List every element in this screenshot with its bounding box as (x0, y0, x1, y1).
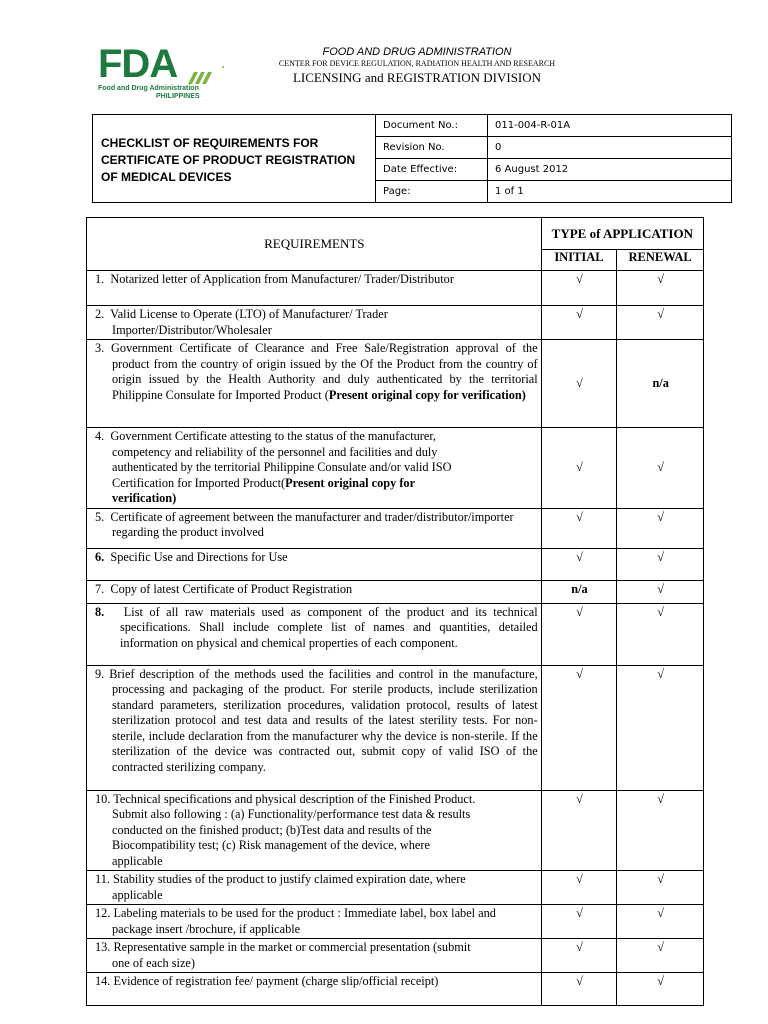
table-header-row (87, 218, 704, 250)
requirement-cell (87, 340, 542, 428)
renewal-mark: √ (617, 508, 704, 548)
initial-mark: √ (541, 939, 617, 973)
meta-label: Page: (376, 181, 488, 203)
table-row (87, 340, 704, 428)
renewal-mark: √ (617, 271, 704, 306)
document-meta-table (375, 115, 732, 202)
renewal-mark: n/a (617, 340, 704, 428)
initial-mark: √ (541, 973, 617, 1006)
center-name: CENTER FOR DEVICE REGULATION, RADIATION HEALTH AND RESEARCH (278, 59, 556, 68)
requirements-table (86, 217, 704, 1006)
requirement-text: Technical specifications and physical description of the Finished Product. Submit also following : (a) Functionality/performance test data & results conducted on the finished product; (b)Test data and results of the Biocompatibility test; (c) Risk management of the device, where applicable (112, 791, 476, 868)
requirement-number: 11. (95, 872, 110, 886)
initial-mark: √ (541, 905, 617, 939)
division-name: LICENSING and REGISTRATION DIVISION (292, 70, 542, 85)
table-row (87, 973, 704, 1006)
requirement-cell (87, 603, 542, 665)
requirement-cell (87, 508, 542, 548)
meta-value: 0 (488, 137, 733, 159)
requirement-number: 12. (95, 906, 111, 920)
requirement-text: Labeling materials to be used for the product : Immediate label, box label and package insert /brochure, if applicable (112, 906, 496, 936)
table-row (87, 603, 704, 665)
requirement-cell (87, 271, 542, 306)
requirement-number: 14. (95, 974, 111, 988)
requirement-text: Specific Use and Directions for Use (110, 549, 288, 564)
table-row (87, 665, 704, 790)
table-row (87, 905, 704, 939)
table-row (87, 580, 704, 603)
requirement-number: 10. (95, 791, 111, 806)
table-row (87, 508, 704, 548)
meta-label: Date Effective: (376, 159, 488, 181)
requirement-cell (87, 306, 542, 340)
logo-stripes-icon (184, 66, 224, 86)
requirement-text: Government Certificate attesting to the status of the manufacturer, competency and reliability of the personnel and facilities and duly authenticated by the territorial Philippine Consulate and/or valid ISO Certification for Imported Product( (110, 429, 452, 490)
initial-mark: √ (541, 603, 617, 665)
logo-country: PHILIPPINES (156, 93, 200, 100)
meta-row (376, 159, 733, 181)
initial-header: INITIAL (541, 250, 617, 271)
renewal-header: RENEWAL (617, 250, 704, 271)
requirement-number: 7. (95, 581, 105, 596)
renewal-mark: √ (617, 973, 704, 1006)
initial-mark: n/a (541, 580, 617, 603)
table-row (87, 939, 704, 973)
requirement-cell (87, 790, 542, 871)
initial-mark: √ (541, 340, 617, 428)
initial-mark: √ (541, 665, 617, 790)
requirement-cell (87, 973, 542, 1006)
renewal-mark: √ (617, 306, 704, 340)
table-row (87, 548, 704, 580)
requirement-text: Stability studies of the product to justify claimed expiration date, where applicable (112, 872, 466, 902)
requirement-number: 6. (95, 549, 105, 564)
meta-value: 6 August 2012 (488, 159, 733, 181)
requirement-text: Brief description of the methods used the facilities and control in the manufacture, processing and packaging of the product. For sterile products, include sterilization standard parameters, sterilization procedures, validation protocol, results of latest sterilization protocol and test data and results of the latest sterility tests. For non-sterile, include declaration from the manufacturer why the device is non-sterile. If the sterilization of the device was contracted out, submit copy of valid ISO of the contracted sterilizing company. (109, 666, 538, 774)
fda-logo (98, 44, 226, 102)
requirement-cell (87, 580, 542, 603)
requirement-number: 9. (95, 666, 105, 681)
meta-label: Document No.: (376, 115, 488, 137)
initial-mark: √ (541, 306, 617, 340)
requirement-cell (87, 428, 542, 509)
meta-value: 011-004-R-01A (488, 115, 733, 137)
requirement-cell (87, 665, 542, 790)
renewal-mark: √ (617, 548, 704, 580)
renewal-mark: √ (617, 905, 704, 939)
initial-mark: √ (541, 428, 617, 509)
requirement-text: List of all raw materials used as component of the product and its technical specifications. Shall include complete list of names and quantities, detailed information on physical and chemical properties of each component. (120, 604, 538, 650)
requirement-bold-note: Present original copy for verification) (112, 475, 415, 505)
requirement-text: Valid License to Operate (LTO) of Manufacturer/ Trader Importer/Distributor/Wholesaler (110, 307, 388, 337)
initial-mark: √ (541, 871, 617, 905)
meta-row (376, 115, 733, 137)
renewal-mark: √ (617, 939, 704, 973)
requirement-number: 8. (95, 604, 105, 619)
requirement-number: 4. (95, 429, 105, 443)
requirement-cell (87, 548, 542, 580)
table-row (87, 306, 704, 340)
requirement-number: 3. (95, 341, 105, 355)
meta-label: Revision No. (376, 137, 488, 159)
table-row (87, 790, 704, 871)
renewal-mark: √ (617, 580, 704, 603)
fda-logo-text: FDA (98, 42, 178, 86)
renewal-mark: √ (617, 665, 704, 790)
renewal-mark: √ (617, 790, 704, 871)
meta-row (376, 137, 733, 159)
agency-name: FOOD AND DRUG ADMINISTRATION (322, 46, 512, 58)
requirement-text: Certificate of agreement between the manufacturer and trader/distributor/importer regarding the product involved (110, 509, 514, 539)
renewal-mark: √ (617, 428, 704, 509)
table-row (87, 871, 704, 905)
requirement-cell (87, 871, 542, 905)
requirement-text: Copy of latest Certificate of Product Registration (110, 581, 353, 596)
renewal-mark: √ (617, 871, 704, 905)
requirement-bold-note: Present original copy for verification) (328, 387, 526, 402)
meta-value: 1 of 1 (488, 181, 733, 203)
logo-subtitle: Food and Drug Administration (98, 85, 199, 92)
renewal-mark: √ (617, 603, 704, 665)
requirement-cell (87, 939, 542, 973)
requirement-text: Notarized letter of Application from Manufacturer/ Trader/Distributor (110, 272, 454, 286)
requirement-number: 5. (95, 509, 105, 524)
initial-mark: √ (541, 271, 617, 306)
requirements-header: REQUIREMENTS (87, 218, 542, 271)
initial-mark: √ (541, 508, 617, 548)
requirement-text: Government Certificate of Clearance and Free Sale/Registration approval of the product from the country of origin issued by the Of the Product from the country of origin issued by the Health Authority and duly authenticated by the territorial Philippine Consulate for Imported Product ( (111, 341, 538, 402)
requirement-number: 1. (95, 272, 105, 286)
requirement-number: 2. (95, 307, 105, 321)
requirement-cell (87, 905, 542, 939)
document-title: CHECKLIST OF REQUIREMENTS FOR CERTIFICATE OF PRODUCT REGISTRATION OF MEDICAL DEVICES (101, 136, 356, 184)
initial-mark: √ (541, 548, 617, 580)
table-row (87, 428, 704, 509)
table-row (87, 271, 704, 306)
meta-row (376, 181, 733, 203)
type-of-application-header: TYPE of APPLICATION (541, 218, 703, 250)
requirement-text: Representative sample in the market or commercial presentation (submit one of each size) (112, 940, 471, 970)
document-info-box (92, 114, 732, 203)
requirement-text: Evidence of registration fee/ payment (charge slip/official receipt) (113, 974, 439, 988)
initial-mark: √ (541, 790, 617, 871)
requirement-number: 13. (95, 940, 111, 954)
